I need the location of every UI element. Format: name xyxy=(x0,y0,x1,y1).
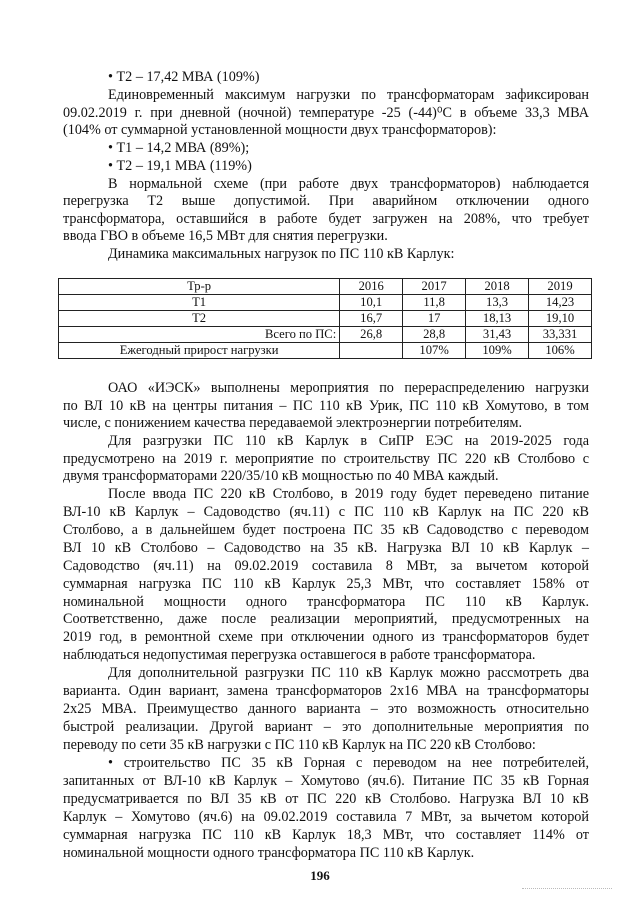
table-header-cell: 2016 xyxy=(340,279,403,295)
paragraph-line: переводу по сети 35 кВ нагрузки с ПС 110 кВ Карлук на ПС 220 кВ Столбово: xyxy=(63,737,536,753)
table-cell: 19,10 xyxy=(529,311,592,327)
table-header-cell: 2019 xyxy=(529,279,592,295)
table-header-cell: 2018 xyxy=(466,279,529,295)
paragraph-line: Единовременный максимум нагрузки по трансформаторам зафиксирован xyxy=(108,87,589,103)
table-cell: 31,43 xyxy=(466,327,529,343)
bullet-line: • строительство ПС 35 кВ Горная с переводом на нее потребителей, xyxy=(108,755,589,771)
paragraph-line: предусматривается по ВЛ 35 кВ от ПС 220 кВ Столбово. Нагрузка ВЛ 10 кВ xyxy=(63,791,589,807)
table-cell: 16,7 xyxy=(340,311,403,327)
table-cell: Ежегодный прирост нагрузки xyxy=(59,343,340,359)
table-caption: Динамика максимальных нагрузок по ПС 110 кВ Карлук: xyxy=(108,246,455,262)
paragraph-line: наблюдаться недопустимая перегрузка оставшегося в работе трансформатора. xyxy=(63,647,536,663)
paragraph-line: В нормальной схеме (при работе двух трансформаторов) наблюдается xyxy=(108,176,589,192)
paragraph-line: После ввода ПС 220 кВ Столбово, в 2019 году будет переведено питание xyxy=(108,486,589,502)
table-cell: 13,3 xyxy=(466,295,529,311)
paragraph-line: (104% от суммарной установленной мощности двух трансформаторов): xyxy=(63,122,497,138)
paragraph-line: номинальной мощности одного трансформатора ПС 110 кВ Карлук. xyxy=(63,594,589,610)
paragraph-line: ОАО «ИЭСК» выполнены мероприятия по перераспределению нагрузки xyxy=(108,380,589,396)
paragraph-line: трансформатора, оставшийся в работе будет загружен на 208%, что требует xyxy=(63,211,589,227)
table-cell: 28,8 xyxy=(403,327,466,343)
load-dynamics-table xyxy=(58,278,592,359)
paragraph-line: суммарная нагрузка ПС 110 кВ Карлук 25,3 МВт, что составляет 158% от xyxy=(63,576,589,592)
paragraph-line: предусмотрено на 2019 г. мероприятие по строительству ПС 220 кВ Столбово с xyxy=(63,451,589,467)
paragraph-line: варианта. Один вариант, замена трансформаторов 2х16 МВА на трансформаторы xyxy=(63,683,589,699)
paragraph-line: 2х25 МВА. Преимущество данного варианта – это возможность относительно xyxy=(63,701,589,717)
table-cell: 26,8 xyxy=(340,327,403,343)
table-cell: 11,8 xyxy=(403,295,466,311)
paragraph-line: 2019 год, в ремонтной схеме при отключении одного из трансформаторов будет xyxy=(63,629,589,645)
paragraph-line: ВЛ 10 кВ Столбово – Садоводство на 35 кВ. Нагрузка ВЛ 10 кВ Карлук – xyxy=(63,540,589,556)
table-cell: 107% xyxy=(403,343,466,359)
table-cell: 33,331 xyxy=(529,327,592,343)
table-row xyxy=(59,327,592,343)
bullet-t2-prev: • Т2 – 17,42 МВА (109%) xyxy=(108,69,260,85)
paragraph-line: ввода ГВО в объеме 16,5 МВт для снятия перегрузки. xyxy=(63,228,388,244)
table-cell: 18,13 xyxy=(466,311,529,327)
table-cell: 106% xyxy=(529,343,592,359)
bullet-t2: • Т2 – 19,1 МВА (119%) xyxy=(108,158,252,174)
paragraph-line: перегрузка Т2 выше допустимой. При аварийном отключении одного xyxy=(63,193,589,209)
paragraph-line: числе, с понижением качества передаваемой электроэнергии потребителям. xyxy=(63,415,523,431)
paragraph-line: Столбово, а в дальнейшем будет построена ПС 35 кВ Садоводство с переводом xyxy=(63,522,589,538)
bullet-t1: • Т1 – 14,2 МВА (89%); xyxy=(108,140,250,156)
paragraph-line: суммарная нагрузка ПС 110 кВ Карлук 18,3 МВт, что составляет 114% от xyxy=(63,827,589,843)
table-row xyxy=(59,295,592,311)
paragraph-line: Соответственно, даже после реализации мероприятий, предусмотренных на xyxy=(63,611,589,627)
paragraph-line: запитанных от ВЛ-10 кВ Карлук – Хомутово (яч.6). Питание ПС 35 кВ Горная xyxy=(63,773,589,789)
paragraph-line: Карлук – Хомутово (яч.6) на 09.02.2019 составила 7 МВт, за вычетом которой xyxy=(63,809,589,825)
paragraph-line: по ВЛ 10 кВ на центры питания – ПС 110 кВ Урик, ПС 110 кВ Хомутово, в том xyxy=(63,398,589,414)
table-header-cell: 2017 xyxy=(403,279,466,295)
paragraph-line: 09.02.2019 г. при дневной (ночной) температуре -25 (-44)⁰С в объеме 33,3 МВА xyxy=(63,105,589,121)
table-header-row xyxy=(59,279,592,295)
table-cell: Т1 xyxy=(59,295,340,311)
paragraph-line: ВЛ-10 кВ Карлук – Садоводство (яч.11) с ПС 110 кВ Карлук на ПС 220 кВ xyxy=(63,504,589,520)
table-cell: Всего по ПС: xyxy=(59,327,340,343)
paragraph-line: двумя трансформаторами 220/35/10 кВ мощностью по 40 МВА каждый. xyxy=(63,468,499,484)
table-cell: Т2 xyxy=(59,311,340,327)
paragraph-line: быстрой реализации. Другой вариант – это дополнительные мероприятия по xyxy=(63,719,589,735)
table-row xyxy=(59,343,592,359)
table-cell: 14,23 xyxy=(529,295,592,311)
table-cell: 17 xyxy=(403,311,466,327)
table-row xyxy=(59,311,592,327)
table-header-cell: Тр-р xyxy=(59,279,340,295)
page-number: 196 xyxy=(310,868,330,883)
paragraph-line: номинальной мощности одного трансформатора ПС 110 кВ Карлук. xyxy=(63,845,475,861)
table-cell: 109% xyxy=(466,343,529,359)
table-cell: 10,1 xyxy=(340,295,403,311)
paragraph-line: Садоводство (яч.11) на 09.02.2019 составила 8 МВт, за вычетом которой xyxy=(63,558,589,574)
paragraph-line: Для дополнительной разгрузки ПС 110 кВ Карлук можно рассмотреть два xyxy=(108,665,589,681)
paragraph-line: Для разгрузки ПС 110 кВ Карлук в СиПР ЕЭС на 2019-2025 года xyxy=(108,433,589,449)
table-cell xyxy=(340,343,403,359)
scan-artifact-divider xyxy=(522,888,612,889)
